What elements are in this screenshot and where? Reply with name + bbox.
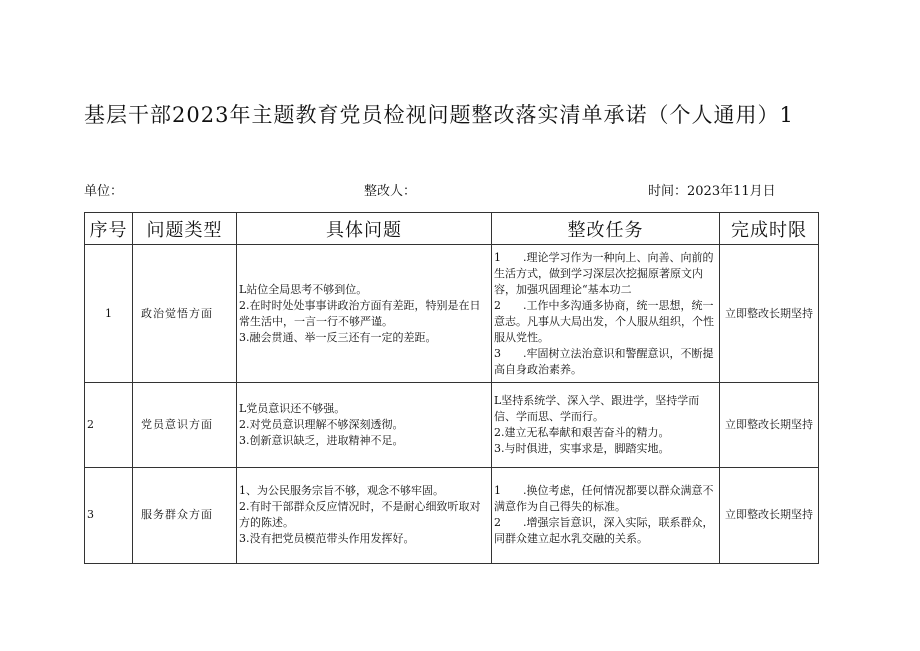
task-item: 1 .理论学习作为一种向上、向善、向前的生活方式，做到学习深层次挖掘原著原文内容，加强巩固理论“基本功二 bbox=[494, 250, 714, 296]
task-item: 3 .牢固树立法治意识和警醒意识，不断提高自身政治素养。 bbox=[494, 346, 714, 376]
row-problems bbox=[237, 245, 492, 383]
table-row bbox=[85, 383, 819, 467]
table-header-row bbox=[85, 213, 819, 245]
row-no: 3 bbox=[85, 467, 133, 563]
person-label: 整改人： bbox=[364, 184, 417, 199]
header-task: 整改任务 bbox=[492, 213, 720, 245]
header-deadline: 完成时限 bbox=[720, 213, 819, 245]
document-title: 基层干部2023年主题教育党员检视问题整改落实清单承诺（个人通用）1 bbox=[84, 103, 794, 127]
problem-item: L站位全局思考不够到位。 bbox=[239, 282, 368, 296]
row-deadline: 立即整改长期坚持 bbox=[720, 383, 819, 467]
table-row bbox=[85, 245, 819, 383]
row-tasks bbox=[492, 245, 720, 383]
problem-item: 3.创新意识缺乏，进取精神不足。 bbox=[239, 434, 404, 448]
header-type: 问题类型 bbox=[133, 213, 237, 245]
row-deadline: 立即整改长期坚持 bbox=[720, 467, 819, 563]
header-no: 序号 bbox=[85, 213, 133, 245]
row-deadline: 立即整改长期坚持 bbox=[720, 245, 819, 383]
task-item: 2.建立无私奉献和艰苦奋斗的精力。 bbox=[494, 426, 670, 440]
row-tasks bbox=[492, 467, 720, 563]
problem-item: 2.对党员意识理解不够深刻透彻。 bbox=[239, 418, 404, 432]
row-type: 党员意识方面 bbox=[133, 383, 237, 467]
table-row bbox=[85, 467, 819, 563]
problem-item: 3.融会贯通、举一反三还有一定的差距。 bbox=[239, 330, 437, 344]
row-problems bbox=[237, 467, 492, 563]
problem-item: 1、为公民服务宗旨不够，观念不够牢固。 bbox=[239, 484, 444, 498]
row-type: 政治觉悟方面 bbox=[133, 245, 237, 383]
row-no: 2 bbox=[85, 383, 133, 467]
task-item: 2 .工作中多沟通多协商，统一思想，统一意志。凡事从大局出发，个人服从组织，个性服从党性。 bbox=[494, 298, 714, 344]
row-tasks bbox=[492, 383, 720, 467]
rectification-table bbox=[84, 212, 819, 564]
row-type: 服务群众方面 bbox=[133, 467, 237, 563]
time-label: 时间：2023年11月日 bbox=[648, 184, 776, 199]
problem-item: 2.有时干部群众反应情况时，不是耐心细致听取对方的陈述。 bbox=[239, 500, 481, 530]
row-no: 1 bbox=[85, 245, 133, 383]
task-item: L坚持系统学、深入学、跟进学，坚持学而信、学而思、学而行。 bbox=[494, 394, 700, 424]
problem-item: L党员意识还不够强。 bbox=[239, 402, 346, 416]
task-item: 1 .换位考虑，任何情况都要以群众满意不满意作为自己得失的标准。 bbox=[494, 484, 714, 514]
task-item: 3.与时俱进，实事求是，脚踏实地。 bbox=[494, 442, 670, 456]
problem-item: 2.在时时处处事事讲政治方面有差距，特别是在日常生活中，一言一行不够严谨。 bbox=[239, 298, 481, 328]
problem-item: 3.没有把党员模范带头作用发挥好。 bbox=[239, 532, 415, 546]
row-problems bbox=[237, 383, 492, 467]
task-item: 2 .增强宗旨意识，深入实际，联系群众，同群众建立起水乳交融的关系。 bbox=[494, 516, 714, 546]
header-problem: 具体问题 bbox=[237, 213, 492, 245]
unit-label: 单位： bbox=[84, 184, 124, 199]
